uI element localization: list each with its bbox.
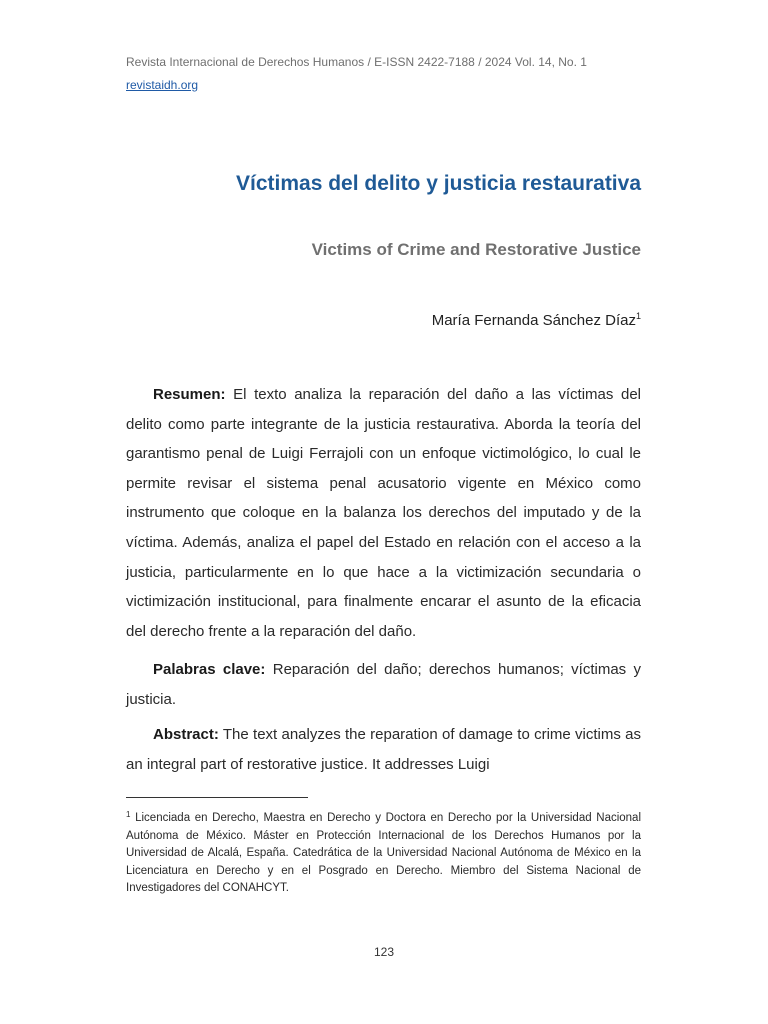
resumen-label: Resumen: [153, 386, 226, 403]
resumen-text: El texto analiza la reparación del daño a las víctimas del delito como parte integrante de la justicia restaurativa. Aborda la teoría del garantismo penal de Luigi Ferrajoli con un enfoque victimológico, lo cual le permite revisar el sistema penal acusatorio vigente en México como instrumento que coloque en la balanza los derechos del imputado y de la víctima. Además, analiza el papel del Estado en relación con el acceso a la justicia, particularmente en lo que hace a la victimización secundaria o victimización institucional, para finalmente encarar el asunto de la eficacia del derecho frente a la reparación del daño. [126, 386, 642, 640]
footnote-text: Licenciada en Derecho, Maestra en Derecho y Doctora en Derecho por la Universidad Nacional Autónoma de México. Máster en Protección Internacional de los Derechos Humanos por la Universidad de Alcalá, España. Catedrática de la Universidad Nacional Autónoma de México en la Licenciatura en Derecho y en el Posgrado en Derecho. Miembro del Sistema Nacional de Investigadores del CONAHCYT. [126, 812, 642, 895]
author-name [432, 311, 641, 329]
journal-website-link[interactable]: revistaidh.org [126, 78, 199, 92]
keywords-label: Palabras clave: [153, 661, 266, 678]
journal-header: Revista Internacional de Derechos Humanos / E-ISSN 2422-7188 / 2024 Vol. 14, No. 1 [126, 55, 587, 69]
keywords-paragraph [126, 655, 641, 714]
abstract-paragraph [126, 720, 641, 778]
author-name-text: María Fernanda Sánchez Díaz [431, 312, 636, 329]
article-title: Víctimas del delito y justicia restaurativa [236, 172, 641, 195]
article-subtitle: Victims of Crime and Restorative Justice [311, 240, 641, 259]
abstract-label: Abstract: [153, 726, 219, 743]
author-footnote-mark[interactable]: 1 [635, 311, 641, 321]
page-number: 123 [373, 945, 395, 959]
resumen-paragraph [126, 380, 641, 646]
footnote-1 [126, 806, 641, 898]
footnote-divider [126, 797, 308, 798]
keywords-text: Reparación del daño; derechos humanos; víctimas y justicia. [126, 661, 642, 708]
footnote-mark: 1 [126, 810, 131, 819]
abstract-text: The text analyzes the reparation of damage to crime victims as an integral part of restorative justice. It addresses Luigi [126, 726, 641, 773]
